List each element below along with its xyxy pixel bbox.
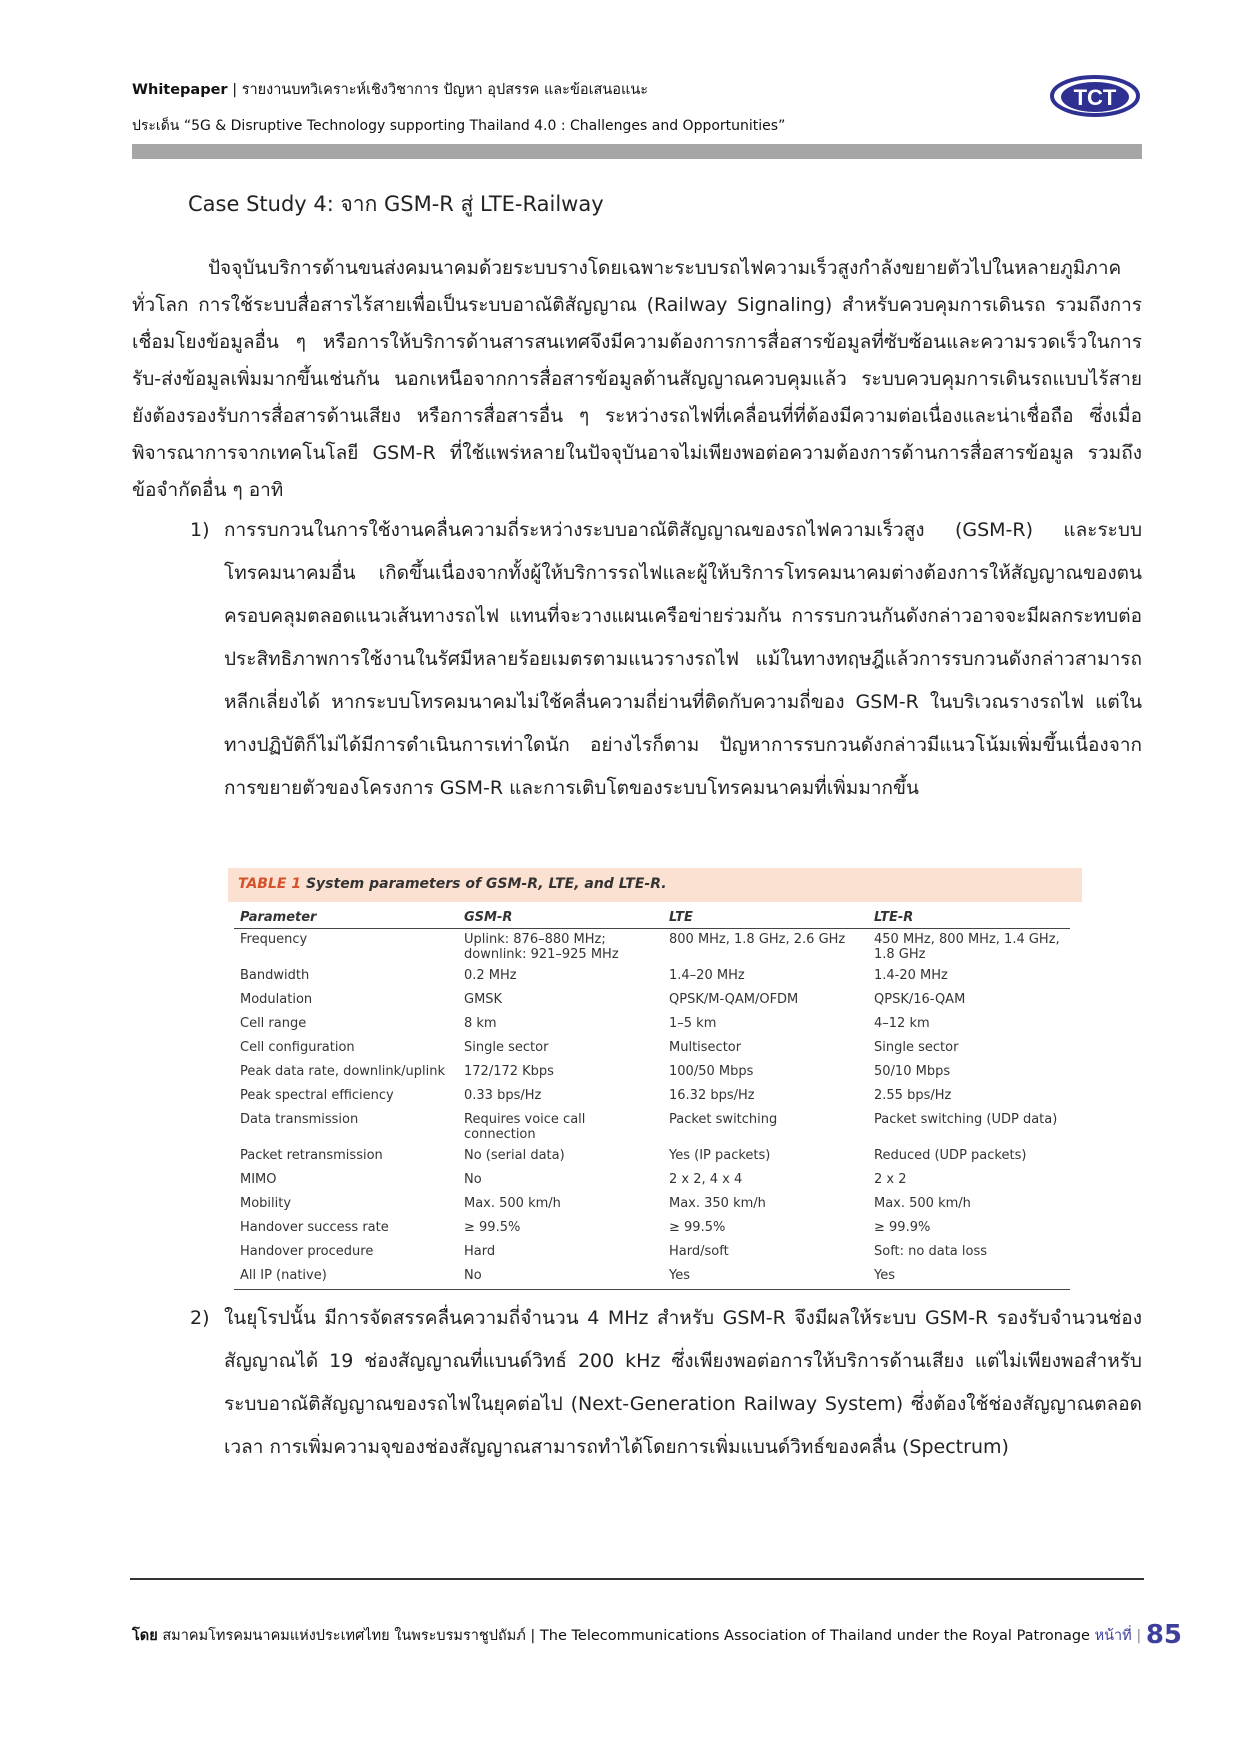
table-header-row [234, 906, 1070, 929]
table-cell: QPSK/16-QAM [874, 992, 966, 1007]
footer-by: โดย [132, 1628, 158, 1644]
header-title-line [132, 78, 1142, 101]
table-row [234, 1061, 1070, 1085]
table-cell: Max. 350 km/h [669, 1196, 766, 1211]
footer-org-en: The Telecommunications Association of Thailand under the Royal Patronage [539, 1628, 1090, 1644]
table-row [234, 989, 1070, 1013]
doc-type: Whitepaper [132, 82, 228, 98]
table-cell: Peak spectral efficiency [240, 1088, 394, 1103]
table-cell: Requires voice call connection [464, 1112, 586, 1142]
intro-paragraph: ปัจจุบันบริการด้านขนส่งคมนาคมด้วยระบบรางโดยเฉพาะระบบรถไฟความเร็วสูงกำลังขยายตัวไปในหลายภูมิภาคทั่วโลก การใช้ระบบสื่อสารไร้สายเพื่อเป็นระบบอาณัติสัญญาณ (Railway Signaling) สำหรับควบคุมการเดินรถ รวมถึงการเชื่อมโยงข้อมูลอื่น ๆ หรือการให้บริการด้านสารสนเทศจึงมีความต้องการการสื่อสารข้อมูลที่ซับซ้อนและความรวดเร็วในการรับ-ส่งข้อมูลเพิ่มมากขึ้นเช่นกัน นอกเหนือจากการสื่อสารข้อมูลด้านสัญญาณควบคุมแล้ว ระบบควบคุมการเดินรถแบบไร้สายยังต้องรองรับการสื่อสารด้านเสียง หรือการสื่อสารอื่น ๆ ระหว่างรถไฟที่เคลื่อนที่ที่ต้องมีความต่อเนื่องและน่าเชื่อถือ ซึ่งเมื่อพิจารณาการจากเทคโนโลยี GSM-R ที่ใช้แพร่หลายในปัจจุบันอาจไม่เพียงพอต่อความต้องการด้านการสื่อสารข้อมูล รวมถึงข้อจำกัดอื่น ๆ อาทิ [132, 257, 1142, 501]
table-row [234, 1217, 1070, 1241]
header-subject: ประเด็น “5G & Disruptive Technology supporting Thailand 4.0 : Challenges and Opportunities” [132, 118, 786, 134]
list-item [132, 509, 1142, 810]
table-cell: 4–12 km [874, 1016, 930, 1031]
table-cell: Max. 500 km/h [874, 1196, 971, 1211]
table-row [234, 1193, 1070, 1217]
list-text: การรบกวนในการใช้งานคลื่นความถี่ระหว่างระบบอาณัติสัญญาณของรถไฟความเร็วสูง (GSM-R) และระบบโทรคมนาคมอื่น เกิดขึ้นเนื่องจากทั้งผู้ให้บริการรถไฟและผู้ให้บริการโทรคมนาคมต่างต้องการให้สัญญาณของตนครอบคลุมตลอดแนวเส้นทางรถไฟ แทนที่จะวางแผนเครือข่ายร่วมกัน การรบกวนกันดังกล่าวอาจจะมีผลกระทบต่อประสิทธิภาพการใช้งานในรัศมีหลายร้อยเมตรตามแนวรางรถไฟ แม้ในทางทฤษฎีแล้วการรบกวนดังกล่าวสามารถหลีกเลี่ยงได้ หากระบบโทรคมนาคมไม่ใช้คลื่นความถี่ย่านที่ติดกับความถี่ของ GSM-R ในบริเวณรางรถไฟ แต่ในทางปฏิบัติก็ไม่ได้มีการดำเนินการเท่าใดนัก อย่างไรก็ตาม ปัญหาการรบกวนดังกล่าวมีแนวโน้มเพิ่มขึ้นเนื่องจากการขยายตัวของโครงการ GSM-R และการเติบโตของระบบโทรคมนาคมที่เพิ่มมากขึ้น [224, 519, 1142, 799]
table-cell: Single sector [464, 1040, 549, 1055]
table-cell: Hard [464, 1244, 496, 1259]
footer-org-th: สมาคมโทรคมนาคมแห่งประเทศไทย ในพระบรมราชูปถัมภ์ [162, 1628, 526, 1644]
page-header [132, 78, 1142, 137]
table-cell: All IP (native) [234, 1265, 458, 1290]
table-row [234, 1109, 1070, 1145]
table-row [234, 1085, 1070, 1109]
table-row [234, 1145, 1070, 1169]
table-row [234, 1241, 1070, 1265]
table-cell: Yes [663, 1265, 868, 1290]
table-cell: 16.32 bps/Hz [669, 1088, 755, 1103]
table-cell: 172/172 Kbps [464, 1064, 554, 1079]
body-text [132, 250, 1142, 810]
header-bar [132, 144, 1142, 159]
table-cell: Reduced (UDP packets) [874, 1148, 1027, 1163]
column-header: LTE-R [868, 906, 1070, 929]
table-row [234, 965, 1070, 989]
table-cell: 50/10 Mbps [874, 1064, 951, 1079]
table-cell: 1.4–20 MHz [669, 968, 745, 983]
column-header: Parameter [234, 906, 458, 929]
column-header: LTE [663, 906, 868, 929]
table-cell: Single sector [874, 1040, 959, 1055]
table-caption: System parameters of GSM-R, LTE, and LTE-R. [305, 876, 667, 892]
table-cell: Cell configuration [240, 1040, 355, 1055]
table-cell: 450 MHz, 800 MHz, 1.4 GHz, 1.8 GHz [874, 932, 1060, 962]
list-item [132, 1297, 1142, 1469]
table-cell: 1.4-20 MHz [874, 968, 948, 983]
page-footer [132, 1620, 1183, 1650]
table-cell: Modulation [240, 992, 313, 1007]
case-study-title: Case Study 4: จาก GSM-R สู่ LTE-Railway [188, 192, 604, 216]
constraints-list [132, 509, 1142, 810]
table-cell: 0.33 bps/Hz [464, 1088, 542, 1103]
column-header: GSM-R [458, 906, 663, 929]
page-label: หน้าที่ [1094, 1628, 1132, 1644]
table-cell: ≥ 99.5% [669, 1220, 726, 1235]
list-text: ในยุโรปนั้น มีการจัดสรรคลื่นความถี่จำนวน 4 MHz สำหรับ GSM-R จึงมีผลให้ระบบ GSM-R รองรับจำนวนช่องสัญญาณได้ 19 ช่องสัญญาณที่แบนด์วิทธ์ 200 kHz ซึ่งเพียงพอต่อการให้บริการด้านเสียง แต่ไม่เพียงพอสำหรับระบบอาณัติสัญญาณของรถไฟในยุคต่อไป (Next-Generation Railway System) ซึ่งต้องใช้ช่องสัญญาณตลอดเวลา การเพิ่มความจุของช่องสัญญาณสามารถทำได้โดยการเพิ่มแบนด์วิทธ์ของคลื่น (Spectrum) [224, 1307, 1142, 1458]
table-cell: Packet retransmission [240, 1148, 383, 1163]
table-cell: 0.2 MHz [464, 968, 517, 983]
table-cell: No (serial data) [464, 1148, 565, 1163]
table-cell: QPSK/M-QAM/OFDM [669, 992, 799, 1007]
table-cell: Frequency [240, 932, 308, 947]
table-cell: 2.55 bps/Hz [874, 1088, 952, 1103]
table-cell: GMSK [464, 992, 503, 1007]
table-label: TABLE 1 [238, 876, 302, 892]
table-row [234, 929, 1070, 966]
table-cell: Cell range [240, 1016, 307, 1031]
parameters-table [234, 906, 1070, 1290]
page-number: 85 [1145, 1620, 1183, 1650]
tct-logo [1045, 66, 1145, 126]
table-cell: 800 MHz, 1.8 GHz, 2.6 GHz [669, 932, 846, 947]
constraints-list-continued [132, 1297, 1142, 1469]
table-row [234, 1037, 1070, 1061]
table-cell: Uplink: 876–880 MHz; downlink: 921–925 MHz [464, 932, 619, 962]
list-number: 1) [190, 519, 210, 541]
logo-text: TCT [1073, 85, 1117, 110]
table-cell: 8 km [464, 1016, 497, 1031]
footer-rule [130, 1578, 1144, 1580]
table-cell: No [458, 1265, 663, 1290]
table-cell: Bandwidth [240, 968, 310, 983]
table-row [234, 1169, 1070, 1193]
table-cell: Peak data rate, downlink/uplink [240, 1064, 446, 1079]
table-cell: 100/50 Mbps [669, 1064, 754, 1079]
table-cell: Yes [868, 1265, 1070, 1290]
table-cell: Yes (IP packets) [669, 1148, 771, 1163]
table-cell: Packet switching [669, 1112, 778, 1127]
page-separator: | [1136, 1628, 1142, 1644]
table-cell: 2 x 2 [874, 1172, 907, 1187]
table-body [234, 929, 1070, 1290]
report-title: รายงานบทวิเคราะห์เชิงวิชาการ ปัญหา อุปสรรค และข้อเสนอแนะ [241, 82, 649, 98]
table-cell: Handover success rate [240, 1220, 389, 1235]
table-cell: Packet switching (UDP data) [874, 1112, 1058, 1127]
table-cell: Soft: no data loss [874, 1244, 988, 1259]
parameters-table-figure [228, 868, 1082, 1282]
header-separator: | [232, 82, 242, 98]
table-cell: Data transmission [240, 1112, 359, 1127]
footer-separator: | [530, 1628, 540, 1644]
table-cell: Handover procedure [240, 1244, 374, 1259]
table-cell: ≥ 99.9% [874, 1220, 931, 1235]
table-cell: No [464, 1172, 482, 1187]
table-cell: 1–5 km [669, 1016, 717, 1031]
table-cell: ≥ 99.5% [464, 1220, 521, 1235]
table-row [234, 1013, 1070, 1037]
table-cell: MIMO [240, 1172, 277, 1187]
list-number: 2) [190, 1307, 210, 1329]
table-cell: Hard/soft [669, 1244, 729, 1259]
table-title [238, 876, 667, 892]
table-cell: Mobility [240, 1196, 292, 1211]
table-cell: Multisector [669, 1040, 742, 1055]
table-cell: Max. 500 km/h [464, 1196, 561, 1211]
table-row [234, 1265, 1070, 1290]
table-cell: 2 x 2, 4 x 4 [669, 1172, 743, 1187]
